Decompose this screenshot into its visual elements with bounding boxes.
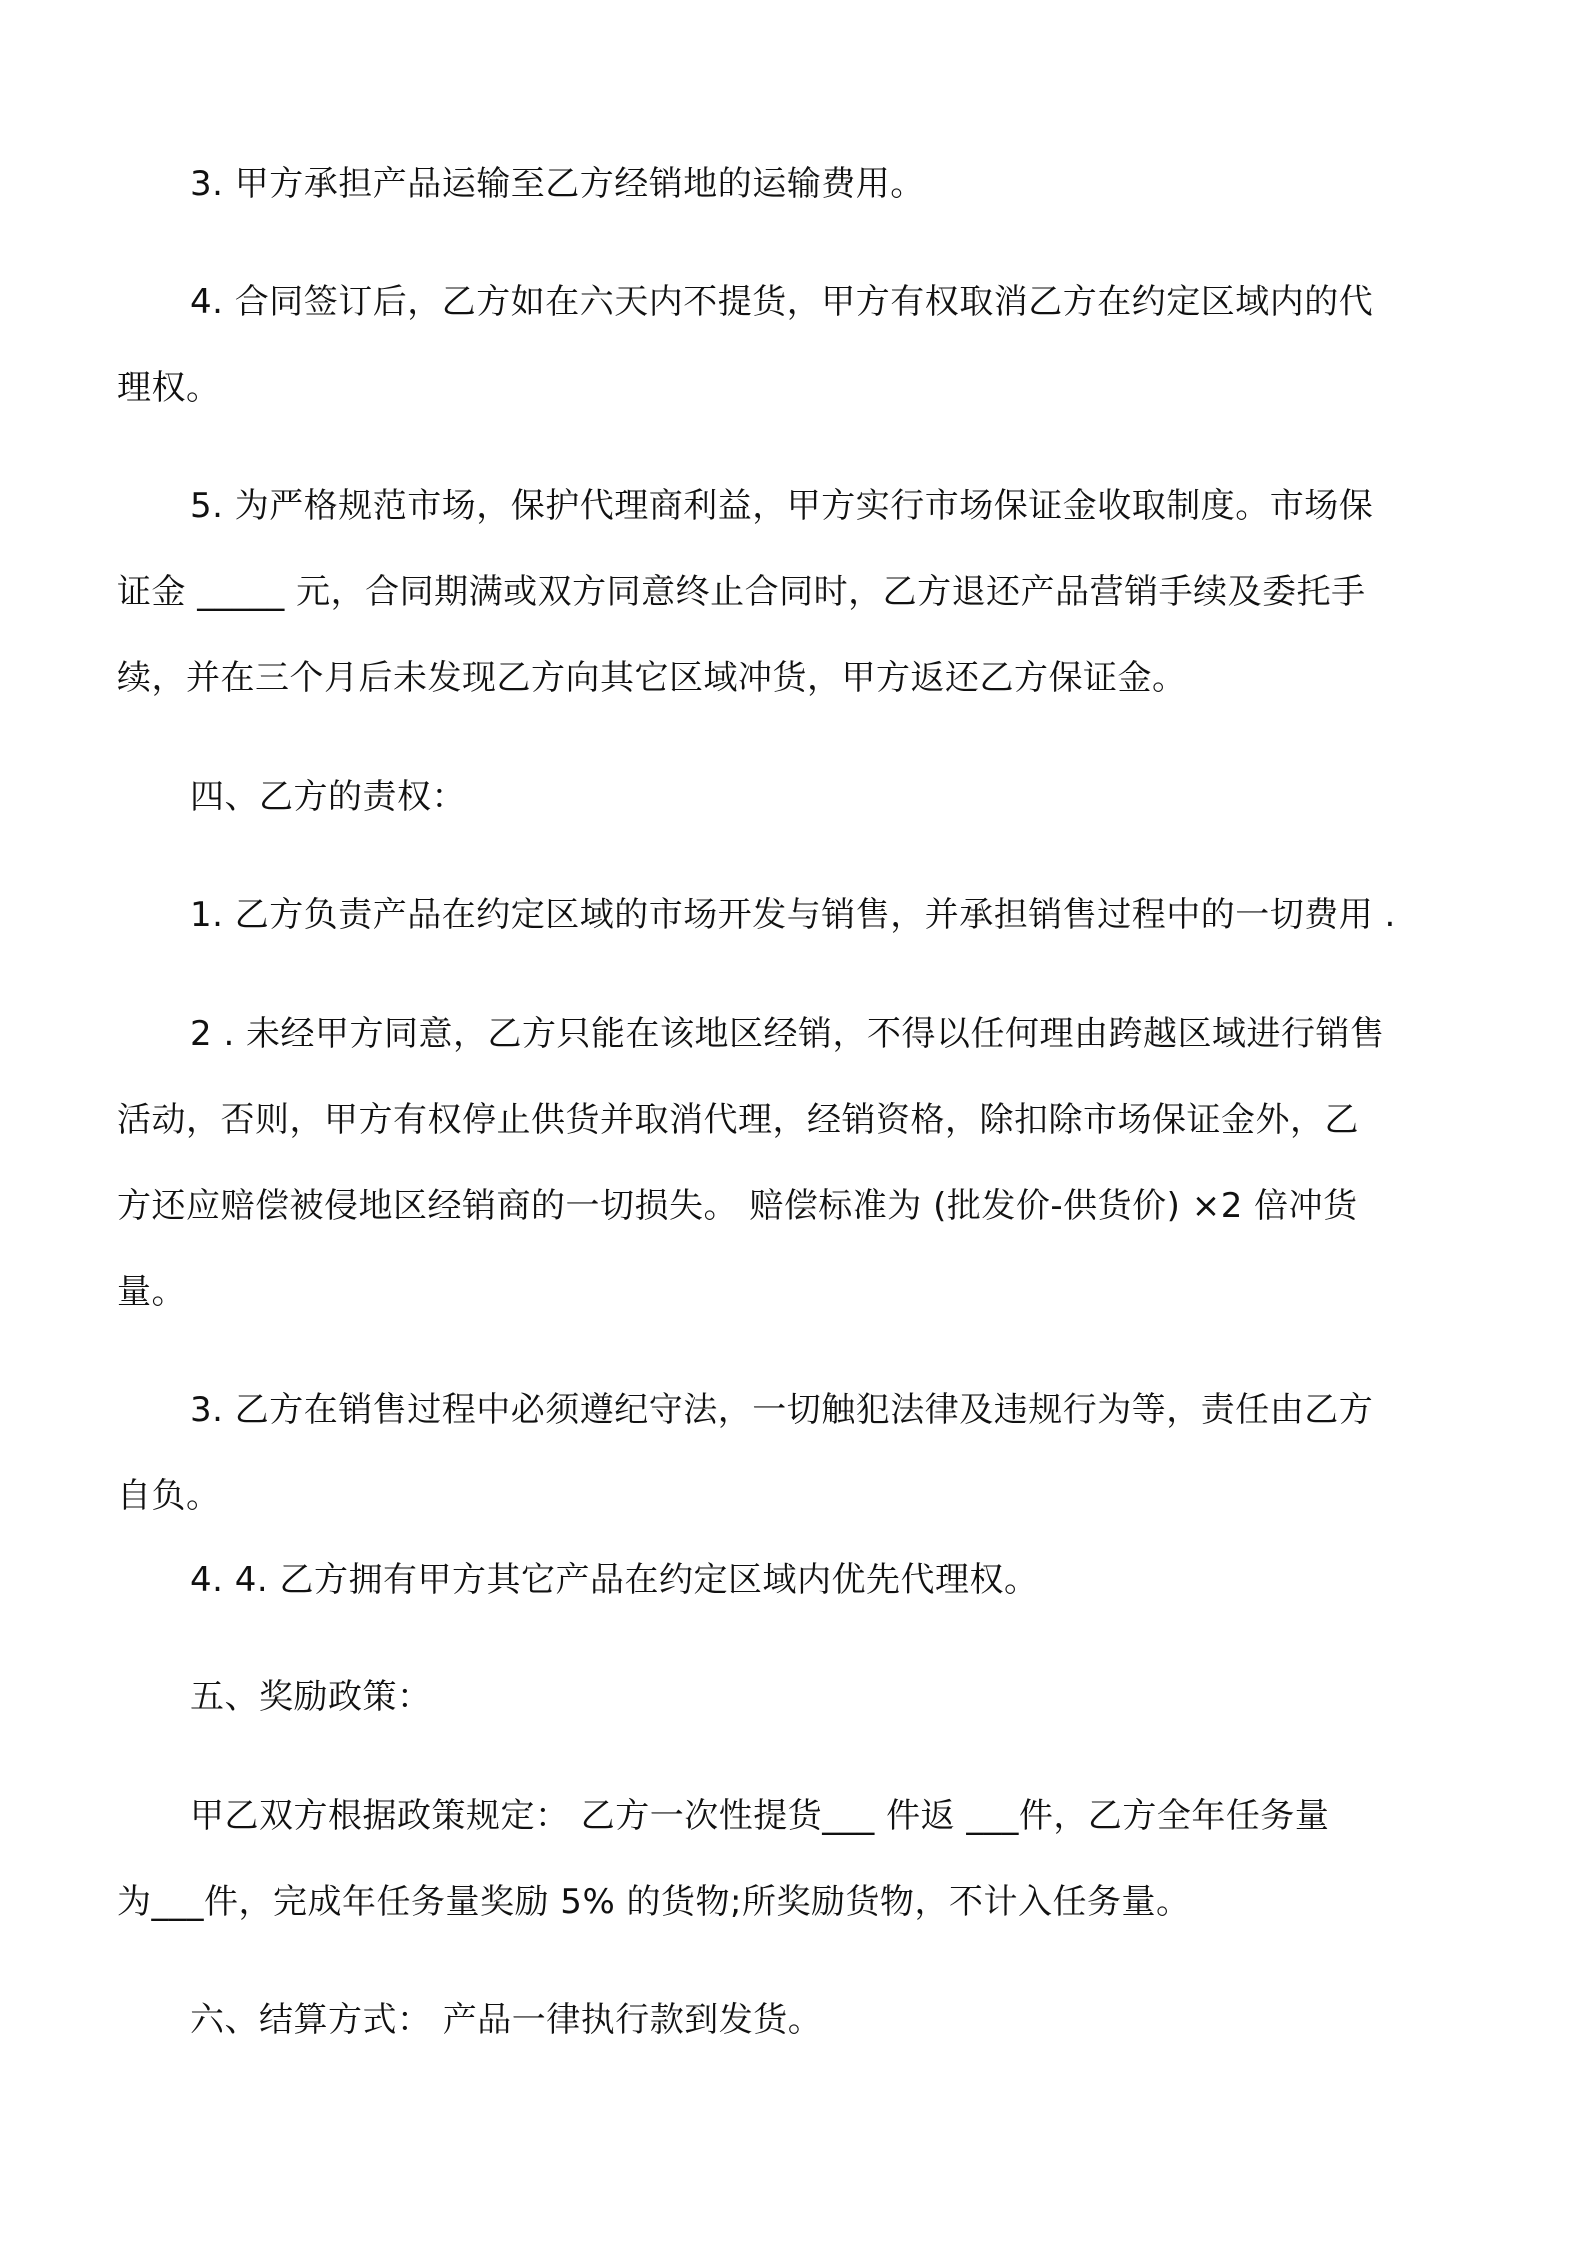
clause-4-pickup-line-2: 理权。 xyxy=(117,368,221,408)
clause-5-deposit-line-3: 续，并在三个月后未发现乙方向其它区域冲货，甲方返还乙方保证金。 xyxy=(117,658,1187,698)
section-5-heading: 五、奖励政策： xyxy=(190,1677,432,1717)
party-b-clause-1: 1. 乙方负责产品在约定区域的市场开发与销售，并承担销售过程中的一切费用 . xyxy=(190,895,1396,935)
party-b-clause-3-line-2: 自负。 xyxy=(117,1476,221,1516)
party-b-clause-2-line-1: 2 . 未经甲方同意，乙方只能在该地区经销，不得以任何理由跨越区域进行销售 xyxy=(190,1014,1385,1054)
party-b-clause-3-line-1: 3. 乙方在销售过程中必须遵纪守法，一切触犯法律及违规行为等，责任由乙方 xyxy=(190,1390,1374,1430)
party-b-clause-2-line-3: 方还应赔偿被侵地区经销商的一切损失。 赔偿标准为 (批发价-供货价) ×2 倍冲货 xyxy=(117,1186,1358,1226)
party-b-clause-4: 4. 4. 乙方拥有甲方其它产品在约定区域内优先代理权。 xyxy=(190,1560,1039,1600)
clause-3-transport-fee: 3. 甲方承担产品运输至乙方经销地的运输费用。 xyxy=(190,164,925,204)
section-6-settlement: 六、结算方式： 产品一律执行款到发货。 xyxy=(190,2000,823,2040)
reward-policy-line-2: 为___件，完成年任务量奖励 5% 的货物;所奖励货物，不计入任务量。 xyxy=(117,1882,1191,1922)
clause-5-deposit-line-2: 证金 _____ 元，合同期满或双方同意终止合同时，乙方退还产品营销手续及委托手 xyxy=(117,572,1366,612)
party-b-clause-2-line-2: 活动，否则，甲方有权停止供货并取消代理，经销资格，除扣除市场保证金外，乙 xyxy=(117,1100,1359,1140)
clause-5-deposit-line-1: 5. 为严格规范市场，保护代理商利益，甲方实行市场保证金收取制度。市场保 xyxy=(190,486,1374,526)
reward-policy-line-1: 甲乙双方根据政策规定： 乙方一次性提货___ 件返 ___件，乙方全年任务量 xyxy=(190,1796,1330,1836)
section-4-heading: 四、乙方的责权： xyxy=(190,777,466,817)
clause-4-pickup-line-1: 4. 合同签订后，乙方如在六天内不提货，甲方有权取消乙方在约定区域内的代 xyxy=(190,282,1374,322)
party-b-clause-2-line-4: 量。 xyxy=(117,1272,186,1312)
